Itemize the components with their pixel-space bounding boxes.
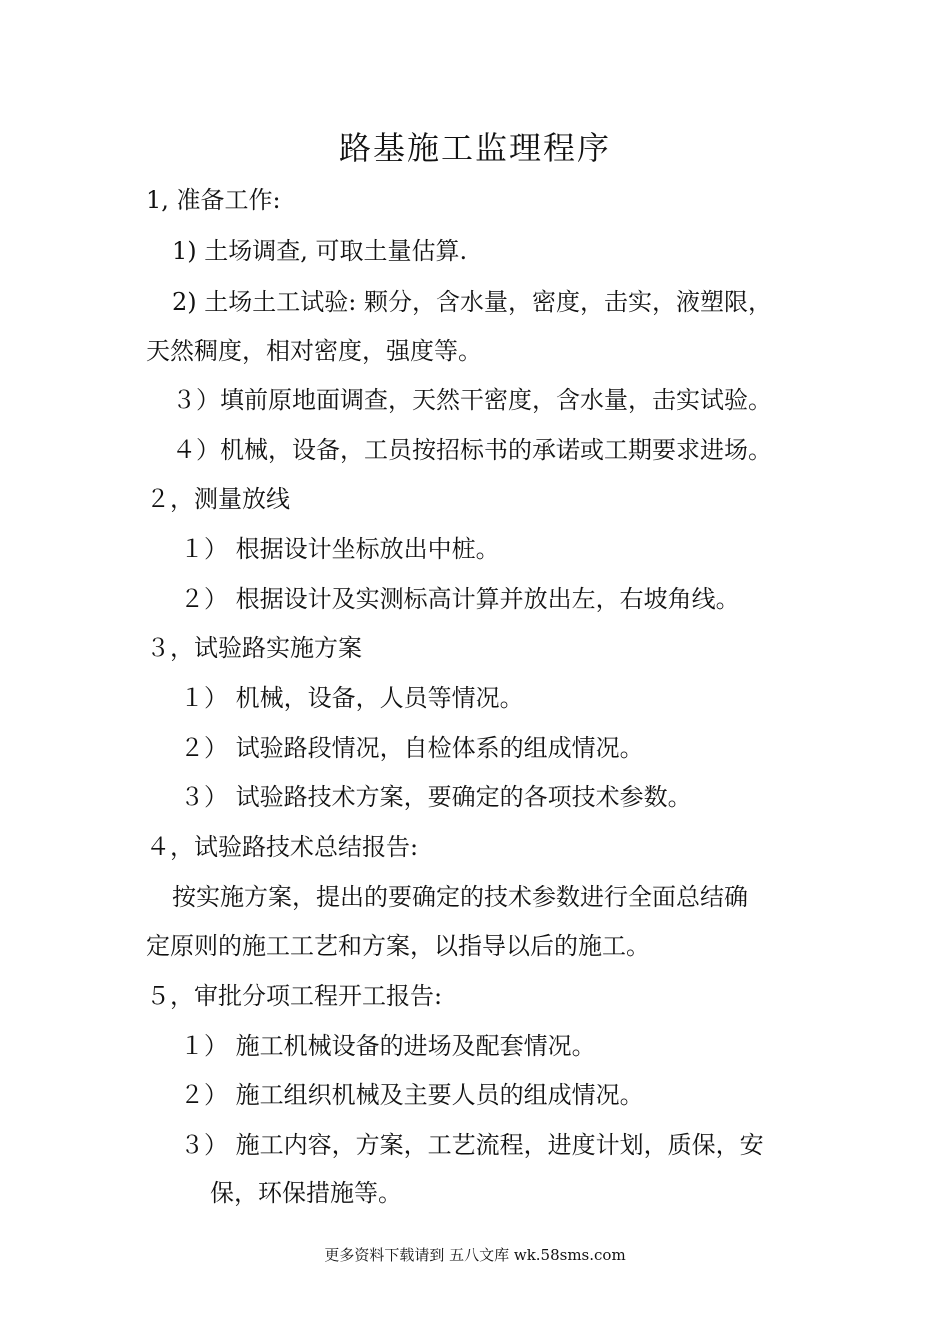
section-2-heading: ２，测量放线 xyxy=(146,485,290,513)
page-title: 路基施工监理程序 xyxy=(338,129,611,167)
section-4-heading: ４，试验路技术总结报告: xyxy=(146,833,419,861)
item-1-2: 2) 土场土工试验: 颗分，含水量，密度，击实，液塑限， xyxy=(172,288,772,316)
section-4-paragraph: 按实施方案，提出的要确定的技术参数进行全面总结确 xyxy=(172,883,748,911)
item-2-1: １） 根据设计坐标放出中桩。 xyxy=(180,535,500,563)
item-5-2: ２） 施工组织机械及主要人员的组成情况。 xyxy=(180,1081,644,1109)
section-4-paragraph-continued: 定原则的施工工艺和方案，以指导以后的施工。 xyxy=(146,932,650,960)
item-1-3: ３）填前原地面调查，天然干密度，含水量，击实试验。 xyxy=(172,386,772,414)
item-3-1: １） 机械，设备，人员等情况。 xyxy=(180,684,524,712)
item-5-3: ３） 施工内容，方案，工艺流程，进度计划，质保，安 xyxy=(180,1131,764,1159)
item-1-1: 1) 土场调查, 可取土量估算. xyxy=(172,237,468,265)
item-3-2: ２） 试验路段情况，自检体系的组成情况。 xyxy=(180,734,644,762)
item-5-3-continued: 保，环保措施等。 xyxy=(210,1179,402,1207)
item-2-2: ２） 根据设计及实测标高计算并放出左，右坡角线。 xyxy=(180,585,740,613)
section-3-heading: ３，试验路实施方案 xyxy=(146,634,362,662)
item-1-2-continued: 天然稠度，相对密度，强度等。 xyxy=(146,337,482,365)
section-5-heading: ５，审批分项工程开工报告: xyxy=(146,982,443,1010)
item-1-4: ４）机械，设备，工员按招标书的承诺或工期要求进场。 xyxy=(172,436,772,464)
item-3-3: ３） 试验路技术方案，要确定的各项技术参数。 xyxy=(180,783,692,811)
section-1-heading: 1, 准备工作: xyxy=(146,186,281,214)
footer-text: 更多资料下载请到 五八文库 wk.58sms.com xyxy=(324,1246,626,1264)
item-5-1: １） 施工机械设备的进场及配套情况。 xyxy=(180,1032,596,1060)
